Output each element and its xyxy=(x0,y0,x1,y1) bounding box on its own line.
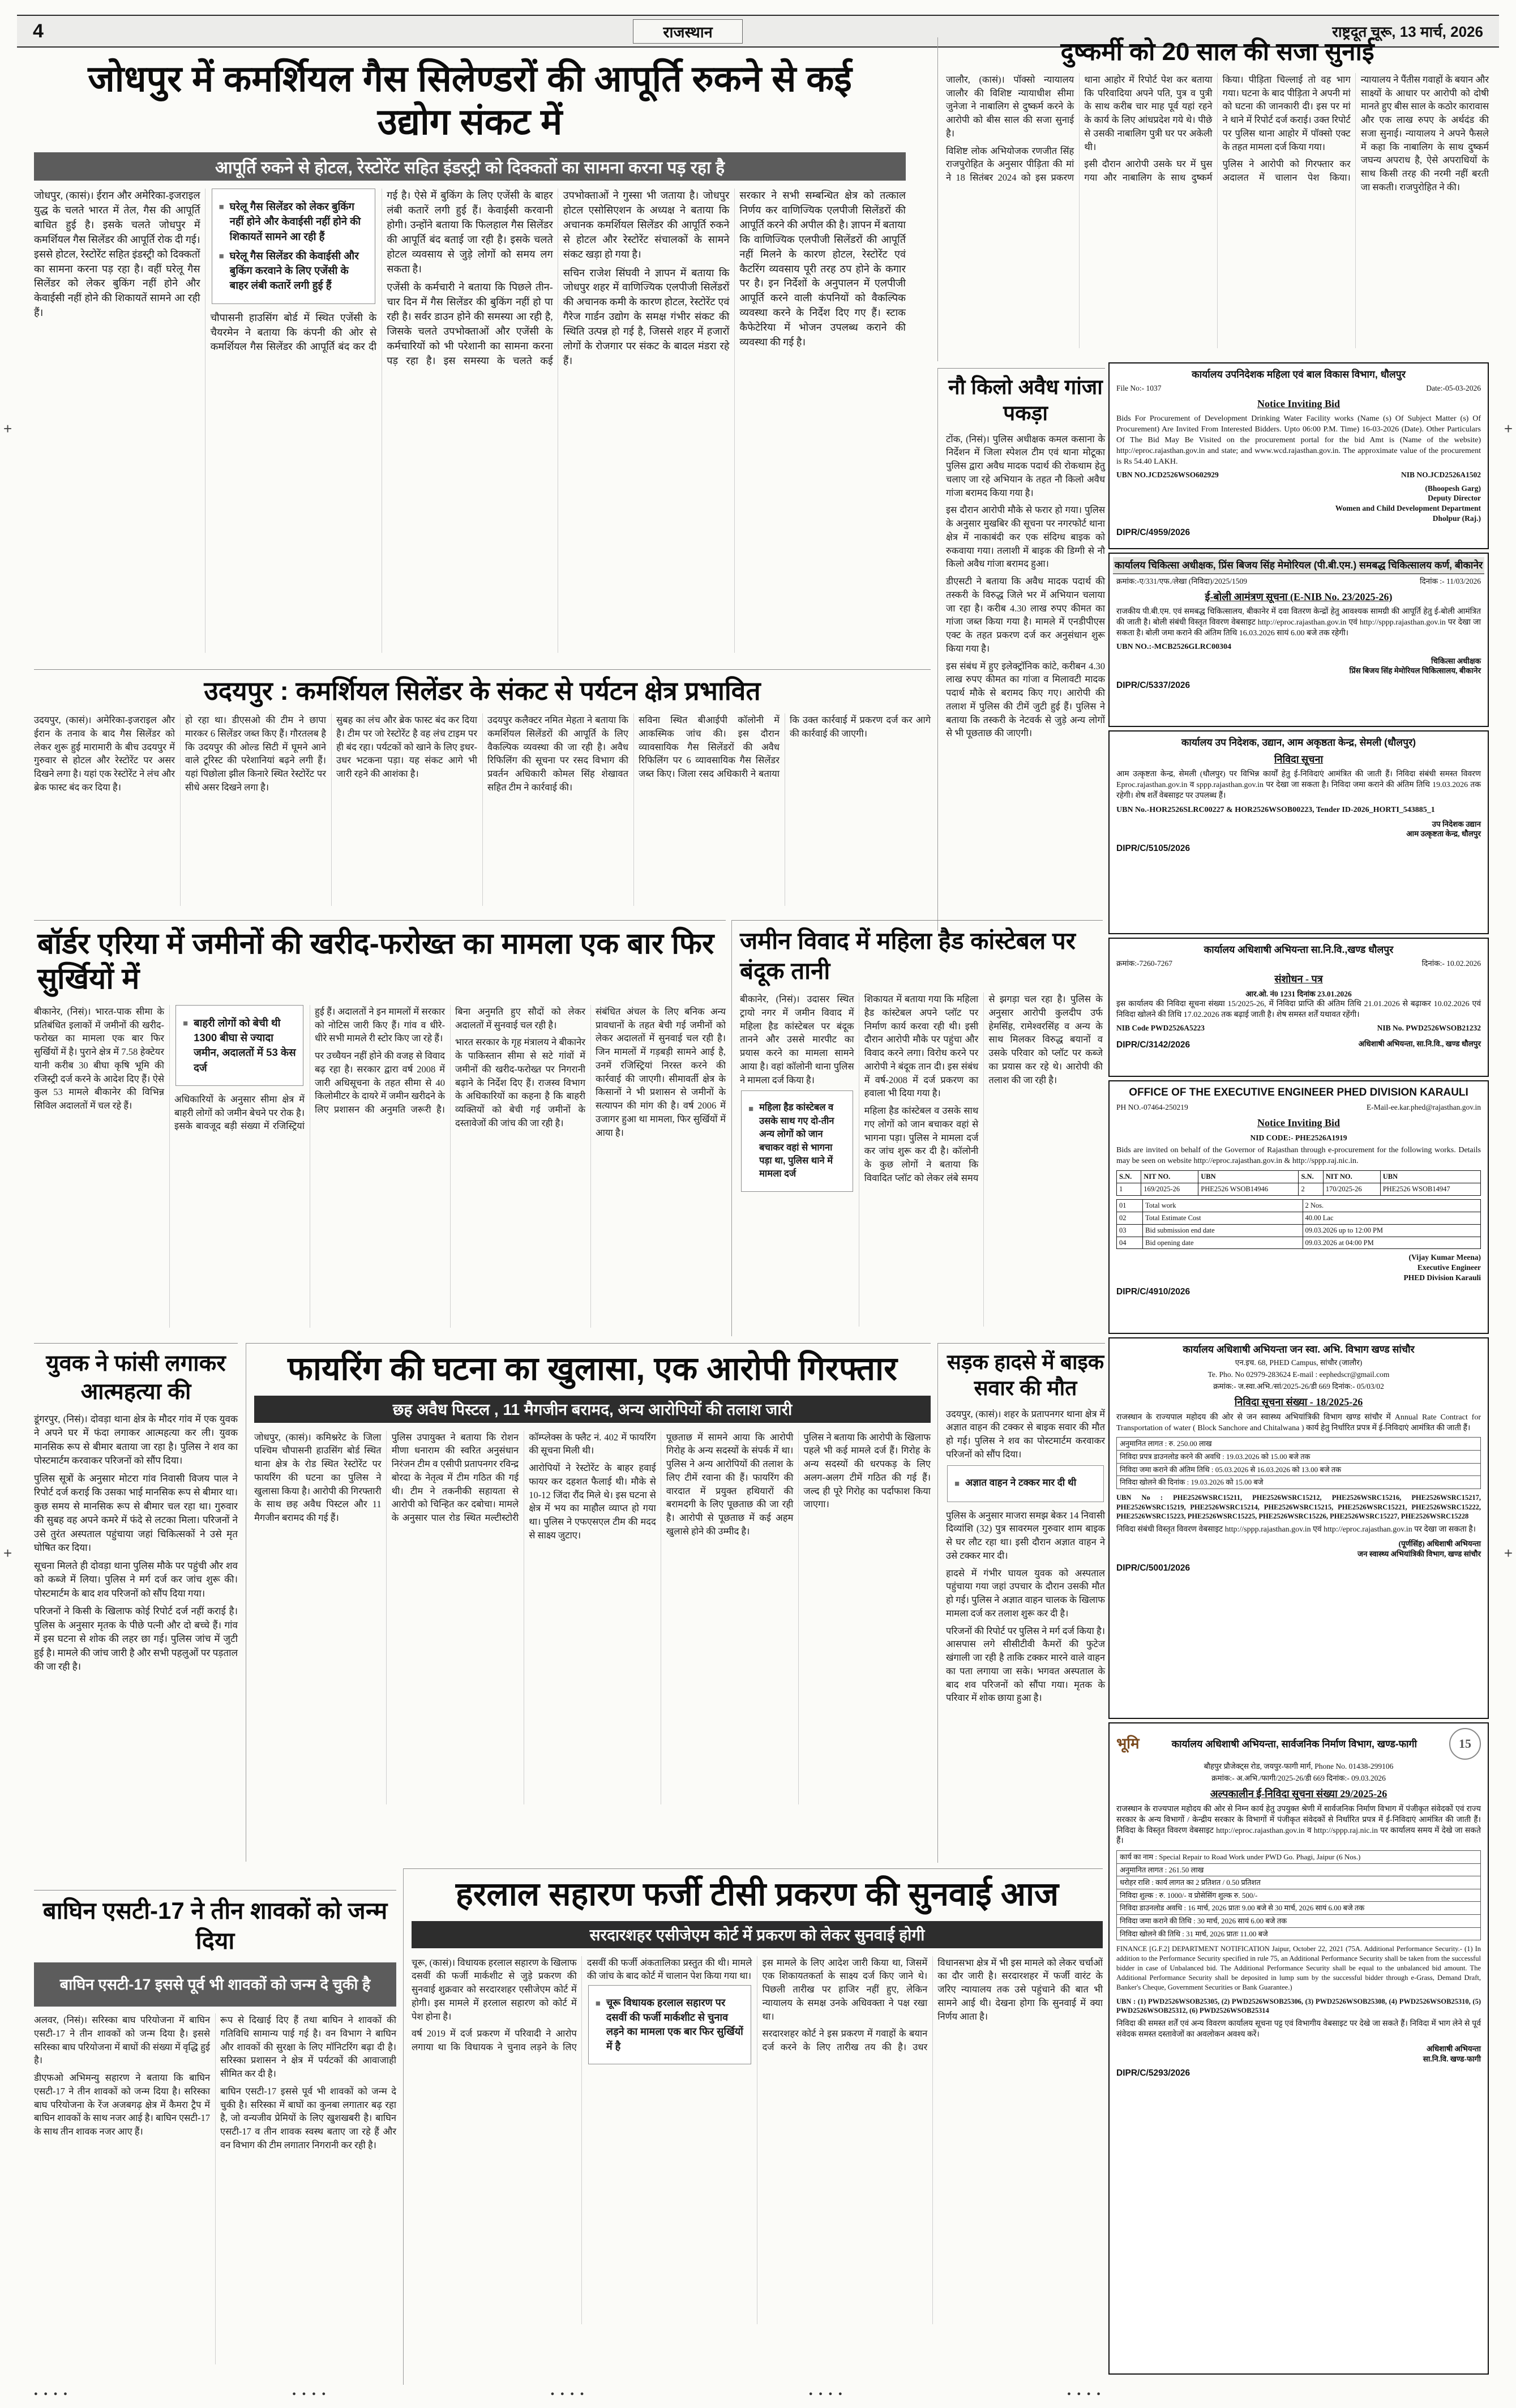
notice-refline: क्रमांक:- ज.स्वा.अभि./सां/2025-26/डी 669 दिनांक:- 05/03/02 xyxy=(1213,1382,1384,1391)
paragraph: पुलिस के अनुसार माजरा समझ बेकर 14 निवासी दिव्यांशि (32) पुत्र सावरमल गुरुवार शाम बाइक से घर लौट रहा था। इसी दौरान अज्ञात वाहन ने उसे टक्कर मार दी। xyxy=(946,1509,1105,1561)
body-text xyxy=(763,1956,1103,2065)
table-row xyxy=(1117,1224,1481,1237)
article-body xyxy=(34,2013,396,2364)
headline: फायरिंग की घटना का खुलासा, एक आरोपी गिरफ्तार xyxy=(288,1350,897,1387)
article-body xyxy=(740,993,1103,1327)
body-text xyxy=(740,993,854,1087)
paragraph: डीएसटी ने बताया कि अवैध मादक पदार्थ की तस्करी के विरुद्ध जिले भर में अभियान चलाया जा रहा है। करीब 4.30 लाख रुपए कीमत का गांजा जब्त किया गया है। मामले में एनडीपीएस एक्ट के तहत प्रकरण दर्ज कर अनुसंधान शुरू किया गया है। xyxy=(946,576,1105,654)
article-body xyxy=(946,73,1489,348)
highlight-item xyxy=(219,249,369,293)
ubn-number: UBN NO.JCD2526WSO602929 xyxy=(1116,470,1219,479)
paragraph: अलवर, (निसं)। सरिस्का बाघ परियोजना में बाघिन एसटी-17 ने तीन शावकों को जन्म दिया है। इससे सरिस्का बाघ परियोजना में बाघों की संख्या में वृद्धि हुई है। xyxy=(34,2014,210,2066)
paragraph: निविदा जमा कराने की अंतिम तिथि : 05.03.2026 से 16.03.2026 को 13.00 बजे तक xyxy=(1116,1463,1481,1477)
paragraph: निविदा शुल्क : रु. 1000/- व प्रोसेसिंग शुल्क रु. 500/- xyxy=(1116,1889,1481,1902)
table-cell: 02 xyxy=(1117,1212,1143,1224)
headline: दुष्कर्मी को 20 साल की सजा सुनाई xyxy=(1060,38,1374,66)
headline: हरलाल सहारण फर्जी टीसी प्रकरण की सुनवाई आज xyxy=(455,1876,1059,1913)
notice-date: Date:-05-03-2026 xyxy=(1426,383,1481,392)
body-text xyxy=(34,713,931,794)
dipr-number: DIPR/C/5337/2026 xyxy=(1116,680,1190,690)
headline: युवक ने फांसी लगाकर आत्महत्या की xyxy=(46,1351,226,1404)
article-baghin-st17 xyxy=(34,1890,396,2384)
crop-mark: + xyxy=(3,420,12,437)
paragraph: निविदा खोलने की दिनांक : 19.03.2026 को 15.00 बजे xyxy=(1116,1475,1481,1489)
square-bullet-icon: ■ xyxy=(595,1999,601,2009)
signatory-dept: जन स्वास्थ्य अभियांत्रिकी विभाग, खण्ड सांचौर xyxy=(1357,1549,1481,1558)
notice-title: ई-बोली आमंत्रण सूचना (E-NIB No. 23/2025-26) xyxy=(1205,591,1393,602)
table-row xyxy=(1117,1183,1481,1196)
paragraph: डूंगरपुर, (निसं)। दोवड़ा थाना क्षेत्र के मौदर गांव में एक युवक ने अपने घर में फंदा लगाकर आत्महत्या कर ली। युवक मानसिक रूप से बीमार बताया जा रहा है। पुलिस ने शव का पोस्टमार्टम करवाकर परिजनों को सौंप दिया। xyxy=(34,1414,238,1466)
nib-number: NIB No. PWD2526WSOB21232 xyxy=(1377,1024,1481,1033)
body-text xyxy=(946,1408,1105,1461)
notice-logo-row xyxy=(1116,1728,1481,1760)
square-bullet-icon: ■ xyxy=(219,202,224,212)
notice-phed-karauli xyxy=(1108,1080,1489,1334)
table-cell: PHE2526 WSOB14947 xyxy=(1380,1183,1480,1196)
subheadline-box: बाघिन एसटी-17 इससे पूर्व भी शावकों को जन्म दे चुकी है xyxy=(34,1962,396,2007)
headline: जमीन विवाद में महिला हैड कांस्टेबल पर बंदूक तानी xyxy=(740,927,1076,984)
article-body xyxy=(946,1408,1105,1849)
table-row xyxy=(1117,1237,1481,1249)
table-cell: 04 xyxy=(1117,1237,1143,1249)
notice-refline xyxy=(1116,1102,1481,1113)
article-body xyxy=(34,713,931,906)
article-body xyxy=(946,433,1105,914)
highlight-box xyxy=(212,189,376,304)
table-cell: 2 xyxy=(1299,1183,1323,1196)
notice-header: कार्यालय अधिशाषी अभियन्ता, सार्वजनिक निर्माण विभाग, खण्ड-फागी xyxy=(1171,1738,1417,1750)
notice-body: Bids are invited on behalf of the Governor of Rajasthan through e-procurement for the following works. Details may be seen on website http://eproc.rajasthan.gov.in & http://sppp.raj.nic.in. xyxy=(1116,1146,1481,1166)
paragraph: डीएफओ अभिमन्यु सहारण ने बताया कि बाघिन एसटी-17 ने तीन शावकों को जन्म दिया है। सरिस्का बाघ परियोजना के रेंज अजबगढ़ क्षेत्र में कैमरा ट्रैप में बाघिन शावकों के साथ नजर आई है। बाघिन एसटी-17 के साथ तीन शावक नजर आए हैं। xyxy=(34,2072,210,2137)
notice-pwd-dholpur-amendment xyxy=(1108,938,1489,1077)
finance-notification: FINANCE [G.F.2] DEPARTMENT NOTIFICATION Jaipur, October 22, 2021 (75A. Additional Performance Security.- (1) In addition to the Performance Security specified in rule 75, an Additional Performance Security shall be taken from the successful bidder in case of Unbalanced bid. The Additional Performance Security shall be equal to the unbalanced bid amount. The Additional Performance Security shall be deposited in lump sum by the successful bidder through e-Grass, Demand Draft, Banker's Cheque, Government Securities or Bank Guarantee.) xyxy=(1116,1945,1481,1991)
paragraph: अनुमानित लागत : 261.50 लाख xyxy=(1116,1863,1481,1877)
dipr-number: DIPR/C/5001/2026 xyxy=(1116,1563,1190,1573)
paragraph: भारत सरकार के गृह मंत्रालय ने बीकानेर के पाकिस्तान सीमा से सटे गांवों में जमीनों की खरीद-फरोख्त पर निगरानी बढ़ाने के निर्देश दिए हैं। राजस्व विभाग के अधिकारियों का कहना है कि बाहरी व्यक्तियों को बेची गई जमीनों के दस्तावेजों की जांच की जा रही है। xyxy=(455,1037,585,1128)
nid-code: NID CODE:- PHE2526A1919 xyxy=(1250,1134,1347,1143)
dipr-number: DIPR/C/4959/2026 xyxy=(1116,528,1190,538)
notice-phed-sanchore xyxy=(1108,1337,1489,1719)
article-dushkarmi-saja xyxy=(937,37,1489,361)
paragraph: सरकार ने सभी सम्बन्धित क्षेत्र को तत्काल निर्णय कर वाणिज्यिक एलपीजी सिलेंडरों की आपूर्ति करने की अपील की है। ज्ञापन में बताया कि वाणिज्यिक एलपीजी सिलेंडरों की आपूर्ति नहीं मिलने के कारण होटल, रेस्टोरेंट एवं कैटरिंग व्यवसाय पूरी तरह ठप होने के कगार पर है। इन निर्देशों के अनुपालन में एलपीजी आपूर्ति करने वाली कंपनियों को वैकल्पिक व्यवस्था करने के निर्देश दिए गए हैं। स्टाक कैफेटेरिया में भोजन उपलब्ध कराने की व्यवस्था की गई है। xyxy=(739,190,906,348)
table-cell: 2 Nos. xyxy=(1303,1199,1480,1212)
column-header: S.N. xyxy=(1117,1171,1141,1183)
article-body xyxy=(254,1431,931,1804)
paragraph: वर्ष 2019 में दर्ज प्रकरण में परिवादी ने आरोप लगाया था कि विधायक ने चुनाव लड़ने के लिए दसवीं की फर्जी अंकतालिका प्रस्तुत की थी। मामले की जांच के बाद कोर्ट में चालान पेश किया गया था। xyxy=(412,1957,752,2053)
highlight-text: चूरू विधायक हरलाल सहारण पर दसवीं की फर्जी मार्कशीट से चुनाव लड़ने का मामला एक बार फिर सुर्खियों में है xyxy=(606,1997,743,2052)
paragraph: बीकानेर, (निसं)। उदासर स्थित ट्रायो नगर में जमीन विवाद में महिला हैड कांस्टेबल पर बंदूक तानने और उससे मारपीट का प्रयास करने का मामला सामने आया है। वहां कॉलोनी थाना पुलिस ने मामला दर्ज किया है। xyxy=(740,994,854,1085)
signatory-dept: आम उत्कृष्टता केन्द्र, धौलपुर xyxy=(1406,829,1481,839)
crop-mark: + xyxy=(1504,420,1513,437)
article-body xyxy=(34,1005,726,1328)
signatory-title: अधिशाषी अभियन्ता xyxy=(1358,1040,1413,1049)
nib-code: NIB Code PWD2526A5223 xyxy=(1116,1024,1205,1033)
article-ganja-pakda xyxy=(937,368,1105,931)
bid-table xyxy=(1116,1170,1481,1196)
highlight-box xyxy=(175,1005,303,1086)
notice-address: एन.इच. 68, PHED Campus, सांचौर (जालौर) xyxy=(1235,1358,1363,1367)
square-bullet-icon: ■ xyxy=(748,1104,754,1114)
notice-note: निविदा संबंधी विस्तृत विवरण वेबसाइट http://sppp.rajasthan.gov.in एवं http://eproc.rajasthan.gov.in पर देखा जा सकता है। xyxy=(1116,1525,1476,1534)
signatory-name: (Vijay Kumar Meena) xyxy=(1408,1253,1481,1262)
headline: नौ किलो अवैध गांजा पकड़ा xyxy=(948,375,1103,425)
signatory-dept: सा.नि.वि., खण्ड धौलपुर xyxy=(1416,1040,1481,1049)
paragraph: पुलिस ने बताया कि आरोपी के खिलाफ पहले भी कई मामले दर्ज हैं। गिरोह के अन्य सदस्यों की धरपकड़ के लिए अलग-अलग टीमें गठित की गई हैं। जल्द ही पूरे गिरोह का पर्दाफाश किया जाएगा। xyxy=(803,1431,931,1510)
ubn-number: UBN NO.:-MCB2526GLRC00304 xyxy=(1116,642,1231,651)
paragraph: निविदा डाउनलोड अवधि : 16 मार्च, 2026 प्रातः 9.00 बजे से 30 मार्च, 2026 सायं 6.00 बजे तक xyxy=(1116,1901,1481,1915)
signature-block xyxy=(1116,819,1481,839)
headline: जोधपुर में कमर्शियल गैस सिलेण्डरों की आपूर्ति रुकने से कई उद्योग संकट में xyxy=(88,58,852,142)
dot-group: ● ● ● ● xyxy=(550,2390,586,2397)
table-cell: 03 xyxy=(1117,1224,1143,1237)
headline: उदयपुर : कमर्शियल सिलेंडर के संकट से पर्यटन क्षेत्र प्रभावित xyxy=(204,676,761,705)
highlight-box xyxy=(947,1465,1104,1502)
notice-header: कार्यालय अधिशाषी अभियन्ता जन स्वा. अभि. विभाग खण्ड सांचौर xyxy=(1183,1344,1415,1355)
bid-detail-table xyxy=(1116,1199,1481,1250)
notice-pbm-bikaner xyxy=(1108,553,1489,727)
body-text xyxy=(946,433,1105,741)
notice-body: Bids For Procurement of Development Drinking Water Facility works (Name (s) Of Subject Matter (s) Of Procurement) Are Invited From Interested Bidders. Upto 06:00 P.M. Time) 16-03-2026 (Date). Other Particulars Of The Bid May Be Visited on the procurement portal for the bid Amt is (Name of the website) http://eproc.rajasthan.gov.in and state; and www.wcd.rajasthan.gov.in. The approximate value of the procurement is Rs 54.40 LAKH. xyxy=(1116,414,1481,466)
signatory-title: चिकित्सा अधीक्षक xyxy=(1431,656,1481,665)
table-cell: 170/2025-26 xyxy=(1323,1183,1380,1196)
paragraph: परिजनों ने किसी के खिलाफ कोई रिपोर्ट दर्ज नहीं कराई है। पुलिस के अनुसार मृतक के पीछे पत्नी और दो बच्चे हैं। गांव में इस घटना से शोक की लहर छा गई। पुलिस जांच में जुटी हुई है। मामले की जांच जारी है और सभी पहलुओं पर पड़ताल की जा रही है। xyxy=(34,1606,238,1672)
signatory-place: Dholpur (Raj.) xyxy=(1432,514,1481,523)
paragraph: चौपासनी हाउसिंग बोर्ड में स्थित एजेंसी के चैयरमेन ने बताया कि कंपनी की ओर से कमर्शियल गैस सिलेंडर की आपूर्ति बंद कर दी गई है। ऐसे में बुकिंग के लिए एजेंसी के बाहर लंबी कतारें लगी हुई हैं। केवाईसी करवानी होगी। उन्होंने बताया कि फिलहाल गैस सिलेंडर की आपूर्ति बंद बताई जा रही है। इसके चलते होटल व्यवसाय से जुड़े लोगों को समय लग सकता है। xyxy=(210,190,553,353)
dot-group: ● ● ● ● xyxy=(808,2390,845,2397)
paragraph: बाघिन एसटी-17 इससे पूर्व भी शावकों को जन्म दे चुकी है। सरिस्का में बाघों का कुनबा लगातार बढ़ रहा है, जो वन्यजीव प्रेमियों के लिए खुशखबरी है। बाघिन एसटी-17 व तीन शावक स्वस्थ बताए जा रहे हैं और वन विभाग की टीम लगातार निगरानी कर रही है। xyxy=(220,2085,396,2150)
dipr-number: DIPR/C/3142/2026 xyxy=(1116,1040,1190,1050)
table-cell: 09.03.2026 up to 12:00 PM xyxy=(1303,1224,1480,1237)
article-body xyxy=(34,189,906,653)
table-cell: Bid opening date xyxy=(1143,1237,1303,1249)
headline: सड़क हादसे में बाइक सवार की मौत xyxy=(947,1350,1104,1400)
paragraph: अनुमानित लागत : रु. 250.00 लाख xyxy=(1116,1437,1481,1451)
paragraph: सविना स्थित बीआईपी कॉलोनी में आकस्मिक जांच की। इस दौरान व्यावसायिक गैस सिलेंडरों की अवैध रिफिलिंग पर 6 व्यावसायिक गैस सिलेंडर जब्त किए। जिला रसद अधिकारी ने बताया कि उक्त कार्रवाई में प्रकरण दर्ज कर आगे की कार्रवाई की जाएगी। xyxy=(639,715,931,780)
crop-mark: + xyxy=(1504,1545,1513,1562)
dot-group: ● ● ● ● xyxy=(34,2390,70,2397)
headline: बॉर्डर एरिया में जमीनों की खरीद-फरोख्त का मामला एक बार फिर सुर्खियों में xyxy=(37,927,714,996)
article-harlal-tc xyxy=(403,1868,1103,2385)
signature-block xyxy=(1116,1539,1481,1559)
highlight-text: अज्ञात वाहन ने टक्कर मार दी थी xyxy=(965,1477,1077,1488)
article-udaipur-cylinder xyxy=(34,669,931,916)
table-row xyxy=(1117,1199,1481,1212)
notice-body: राजकीय पी.बी.एम. एवं समबद्ध चिकित्सालय, बीकानेर में दवा वितरण केन्द्रों हेतु आवश्यक सामग्री की आपूर्ति हेतु ई-बोली आमंत्रित की जाती है। बोली संबंधी विस्तृत विवरण वेबसाइट http://eproc.rajasthan.gov.in एवं http://sppp.rajasthan.gov.in पर देखा जा सकता है। बोली जमा कराने की अंतिम तिथि 16.03.2026 सायं 6.00 बजे तक रहेगी। xyxy=(1116,608,1481,638)
signatory-dept: Women and Child Development Department xyxy=(1335,504,1481,513)
column-header: UBN xyxy=(1198,1171,1299,1183)
paragraph: एजेंसी के कर्मचारी ने बताया कि पिछले तीन-चार दिन में गैस सिलेंडर की बुकिंग नहीं हो पा रही है। सर्वर डाउन होने की समस्या आ रही है, जिसके चलते उपभोक्ताओं और एजेंसी के कर्मचारियों को भी परेशानी का सामना करना पड़ रहा है। इस समस्या के चलते कई उपभोक्ताओं ने गुस्सा भी जताया है। जोधपुर होटल एसोसिएशन के अध्यक्ष ने बताया कि अचानक कमर्शियल सिलेंडर की आपूर्ति रुकने से होटल और रेस्टोरेंट संचालकों के सामने संकट खड़ा हो गया है। xyxy=(387,190,730,366)
paragraph: उदयपुर, (कासं)। शहर के प्रतापनगर थाना क्षेत्र में अज्ञात वाहन की टक्कर से बाइक सवार की मौत हो गई। पुलिस ने शव का पोस्टमार्टम करवाकर परिजनों को सौंप दिया। xyxy=(946,1408,1105,1460)
dipr-number: DIPR/C/5105/2026 xyxy=(1116,843,1190,853)
paragraph: निविदा प्रपत्र डाउनलोड करने की अवधि : 19.03.2026 को 15.00 बजे तक xyxy=(1116,1450,1481,1464)
paragraph: उदयपुर, (कासं)। अमेरिका-इजराइल और ईरान के तनाव के बाद गैस सिलेंडर को लेकर शुरू हुई मारामारी के बीच उदयपुर में गुरुवार से होटल और रेस्टोरेंट पर असर दिखने लगा है। यहां एक रेस्टोरेंट ने लंच और ब्रेक फास्ट बंद कर दिया है। xyxy=(34,715,175,793)
notice-title: संशोधन - पत्र xyxy=(1274,973,1323,985)
article-jameen-vivad xyxy=(731,920,1103,1336)
paragraph: पूछताछ में सामने आया कि आरोपी गिरोह के अन्य सदस्यों के संपर्क में था। पुलिस ने अन्य आरोपियों की तलाश के लिए टीमें रवाना की हैं। फायरिंग की वारदात में प्रयुक्त हथियारों की बरामदगी के लिए पूछताछ की जा रही है। आरोपी से पूछताछ में कई अहम खुलासे होने की उम्मीद है। xyxy=(666,1431,794,1537)
notice-ids xyxy=(1116,470,1481,480)
paragraph: पुलिस उपायुक्त ने बताया कि रोशन मीणा धनाराम की स्वरित अनुसंधान निरंजन टीम व एसीपी प्रतापनगर रविन्द्र बोरदा के नेतृत्व में टीम गठित की गई थी। टीम ने तकनीकी सहायता से आरोपी को चिन्हित कर दबोचा। मामले के अनुसार पाल रोड स्थित मल्टीस्टोरी कॉम्प्लेक्स के फ्लैट नं. 402 में फायरिंग की सूचना मिली थी। xyxy=(391,1431,656,1524)
crop-mark: + xyxy=(3,1545,12,1562)
body-text xyxy=(254,1431,931,1542)
paragraph: उदयपुर कलैक्टर नमित मेहता ने बताया कि कमर्शियल सिलेंडरों की आपूर्ति के लिए वैकल्पिक व्यवस्था की जा रही है। अवैध रिफिलिंग की सूचना पर रसद विभाग की प्रवर्तन अधिकारी कोमल सिंह शेखावत सहित टीम ने कार्रवाई की। xyxy=(487,715,628,793)
ubn-number: UBN No.-HOR2526SLRC00227 & HOR2526WSOB00223, Tender ID-2026_HORTI_543885_1 xyxy=(1116,805,1435,814)
paragraph: इस मामले के लिए आदेश जारी किया था, जिसमें एक शिकायतकर्ता के साक्ष्य दर्ज किए जाने थे। पिछली तारीख पर हाजिर नहीं हुए, लेकिन न्यायालय के समक्ष उनके अधिवक्ता ने पक्ष रखा था। xyxy=(762,1957,928,2022)
paragraph: रूप से दिखाई दिए हैं तथा बाघिन ने शावकों की गतिविधि सामान्य पाई गई है। वन विभाग ने बाघिन और शावकों की सुरक्षा के लिए मॉनिटरिंग बढ़ा दी है। सरिस्का प्रशासन ने क्षेत्र में पर्यटकों की आवाजाही सीमित कर दी है। xyxy=(220,2014,396,2079)
article-sadak-hadsa xyxy=(937,1343,1105,1863)
ubn-list: UBN : (1) PWD2526WSOB25305, (2) PWD2526WSOB25306, (3) PWD2526WSOB25308, (4) PWD2526WSOB25310, (5) PWD2526WSOB25312, (6) PWD2526WSOB25314 xyxy=(1116,1997,1481,2015)
notice-title: अल्पकालीन ई-निविदा सूचना संख्या 29/2025-26 xyxy=(1210,1788,1387,1800)
notice-title: निविदा सूचना xyxy=(1274,753,1324,765)
notice-footer xyxy=(1116,1036,1481,1051)
notice-body: आम उत्कृष्टता केन्द्र, सेमली (धौलपुर) पर विभिन्न कार्यों हेतु ई-निविदाएं आमंत्रित की जाती हैं। निविदा संबंधी समस्त विवरण Eproc.rajasthan.gov.in व sppp.rajasthan.gov.in पर देखा जा सकता है। निविदा जमा कराने की अंतिम तिथि 19.03.2026 तक रहेगी। शेष शर्तें वेबसाइट पर उपलब्ध हैं। xyxy=(1116,770,1481,800)
notice-header: OFFICE OF THE EXECUTIVE ENGINEER PHED DIVISION KARAULI xyxy=(1129,1087,1468,1098)
table-cell: Total work xyxy=(1143,1199,1303,1212)
paragraph: हो रहा था। डीएसओ की टीम ने छापा मारकर 6 सिलेंडर जब्त किए हैं। गौरतलब है कि उदयपुर की ओल्ड सिटी में घूमने आने वाले टूरिस्ट की परेशानियां बढ़ने लगी हैं। यहां पिछोला झील किनारे स्थित रेस्टोरेंट पर सीधे असर दिखने लगा है। xyxy=(185,715,326,793)
column-header: NIT NO. xyxy=(1141,1171,1198,1183)
paragraph: महिला हैड कांस्टेबल व उसके साथ गए लोगों को जान बचाकर वहां से भागना पड़ा। पुलिस ने मामला दर्ज कर जांच शुरू कर दी है। कॉलोनी के कुछ लोगों ने बताया कि विवादित प्लॉट को लेकर लंबे समय से झगड़ा चल रहा है। पुलिस के अनुसार आरोपी कुलदीप उर्फ हेमसिंह, रामेश्वरसिंह व अन्य के साथ मिलकर विरुद्ध बयानों व उसके परिवार को प्लॉट पर कब्जे का प्रयास कर रहे थे। आरोपी की तलाश की जा रही है। xyxy=(864,994,1103,1183)
dipr-number: DIPR/C/5293/2026 xyxy=(1116,2068,1190,2078)
notice-header: कार्यालय उप निदेशक, उद्यान, आम अकृष्ठता केन्द्र, सेमली (धौलपुर) xyxy=(1181,737,1416,748)
article-body xyxy=(412,1956,1103,2324)
paragraph: जालौर, (कासं)। पॉक्सो न्यायालय जालौर की विशिष्ट न्यायाधीश सीमा जुनेजा ने नाबालिग से दुष्कर्म करने के आरोपी को बीस साल की सजा सुनाई है। xyxy=(946,74,1074,139)
dot-group: ● ● ● ● xyxy=(292,2390,328,2397)
paragraph: शिकायत में बताया गया कि महिला हैड कांस्टेबल अपने प्लॉट पर निर्माण कार्य करवा रही थी। इसी दौरान आरोपी मौके पर पहुंचा और विवाद करने लगा। विरोध करने पर आरोपी ने बंदूक तान दी। इस संबंध में वर्ष-2008 में दर्ज प्रकरण का हवाला भी दिया गया है। xyxy=(864,994,979,1099)
paragraph: इस दौरान आरोपी मौके से फरार हो गया। पुलिस के अनुसार मुखबिर की सूचना पर नगरफोर्ट थाना क्षेत्र में नाकाबंदी कर एक संदिग्ध बाइक को रुकवाया गया। तलाशी में बाइक की डिग्गी से नौ किलो अवैध गांजा बरामद हुआ। xyxy=(946,504,1105,570)
anniversary-15-logo: 15 xyxy=(1449,1728,1481,1760)
paragraph: हादसे में गंभीर घायल युवक को अस्पताल पहुंचाया गया जहां उपचार के दौरान उसकी मौत हो गई। पुलिस ने अज्ञात वाहन चालक के खिलाफ मामला दर्ज कर तलाश शुरू कर दी है। xyxy=(946,1567,1105,1619)
notice-pwd-phagi xyxy=(1108,1722,1489,2375)
notice-body: इस कार्यालय की निविदा सूचना संख्या 15/2025-26, में निविदा प्राप्ति की अंतिम तिथि 21.01.2026 से बढ़ाकर 10.02.2026 एवं निविदा खोलने की तिथि 17.02.2026 तक बढ़ाई जाती है। शेष समस्त शर्तें यथावत रहेंगी। xyxy=(1116,1000,1481,1020)
table-row xyxy=(1117,1212,1481,1224)
notice-refline xyxy=(1116,576,1481,587)
paragraph: सूचना मिलते ही दोवड़ा थाना पुलिस मौके पर पहुंची और शव को कब्जे में लिया। पुलिस ने मर्ग दर्ज कर जांच शुरू की। पोस्टमार्टम के बाद शव परिजनों को सौंप दिया गया। xyxy=(34,1560,238,1599)
notice-semli-horticulture xyxy=(1108,730,1489,934)
bid-detail-rows xyxy=(1116,1437,1481,1489)
column-header: NIT NO. xyxy=(1323,1171,1380,1183)
nib-number: NIB NO.JCD2526A1502 xyxy=(1401,470,1481,479)
notice-note: निविदा की समस्त शर्तें एवं अन्य विवरण कार्यालय सूचना पट्ट एवं विभागीय वेबसाइट पर देखे जा सकते हैं। निविदा में भाग लेने से पूर्व संवेदक समस्त दस्तावेजों का अवलोकन अवश्य करें। xyxy=(1116,2020,1481,2039)
article-yuvak-suicide xyxy=(34,1343,238,1881)
paragraph: इसी दौरान आरोपी उसके घर में घुस गया और नाबालिग के साथ दुष्कर्म किया। पीड़िता चिल्लाई तो वह भाग गया। घटना के बाद पीड़िता ने अपनी मां को घटना की जानकारी दी। इस पर मां ने थाने में रिपोर्ट दर्ज कराई। उक्त रिपोर्ट पर पुलिस थाना आहोर में पॉक्सो एक्ट के तहत मामला दर्ज किया गया। xyxy=(1084,74,1351,183)
file-number: File No:- 1037 xyxy=(1116,383,1162,392)
paragraph: संबंधित अंचल के लिए बनिक अन्य प्रावधानों के तहत बेची गई जमीनों को लेकर अदालतों में सुनवाई चल रही है। जिन मामलों में गड़बड़ी सामने आई है, उनमें रजिस्ट्रियां निरस्त करने की कार्रवाई की जाएगी। सीमावर्ती क्षेत्र के किसानों ने भी प्रशासन से जमीनों के सत्यापन की मांग की है। वर्ष 2006 में उजागर हुआ था मामला, फिर सुर्खियों में आया है। xyxy=(596,1006,726,1138)
highlight-box xyxy=(588,1985,751,2064)
square-bullet-icon: ■ xyxy=(183,1018,189,1028)
paragraph: पुलिस सूत्रों के अनुसार मोटरा गांव निवासी विजय पाल ने रिपोर्ट दर्ज कराई कि उसका भाई मानसिक रूप से बीमार था। कुछ समय से मानसिक रूप से बीमार चल रहा था। गुरुवार की सुबह वह अपने कमरे में फंदे से लटका मिला। परिजनों ने उसे तुरंत अस्पताल पहुंचाया जहां चिकित्सकों ने उसे मृत घोषित कर दिया। xyxy=(34,1473,238,1554)
bid-detail-rows xyxy=(1116,1850,1481,1940)
paragraph: निविदा जमा कराने की तिथि : 30 मार्च, 2026 सायं 6.00 बजे तक xyxy=(1116,1914,1481,1928)
table-cell: 01 xyxy=(1117,1199,1143,1212)
paragraph: सचिन राजेश सिंघवी ने ज्ञापन में बताया कि जोधपुर शहर में वाणिज्यिक एलपीजी सिलेंडरों की अचानक कमी के कारण होटल, रेस्टोरेंट एवं गैरेज गार्डन उद्योग के समक्ष गंभीर संकट की स्थिति उत्पन्न हो गई है, जिससे शहर में हजारों लोगों के रोजगार पर संकट के बादल मंडरा रहे हैं। xyxy=(563,267,730,366)
paragraph: धरोहर राशि : कार्य लागत का 2 प्रतिशत / 0.50 प्रतिशत xyxy=(1116,1876,1481,1889)
phone-number: PH NO.-07464-250219 xyxy=(1116,1102,1188,1111)
column-end-dots xyxy=(34,2390,1103,2397)
notice-date: दिनांक :- 11/03/2026 xyxy=(1419,576,1481,585)
headline: बाघिन एसटी-17 ने तीन शावकों को जन्म दिया xyxy=(42,1897,388,1954)
paragraph: चूरू, (कासं)। विधायक हरलाल सहारण के खिलाफ दसवीं की फर्जी मार्कशीट से जुड़े प्रकरण की सुनवाई शुक्रवार को सरदारशहर एसीजेएम कोर्ट में होगी। इस मामले में हरलाल सहारण को कोर्ट में पेश होना है। xyxy=(412,1957,577,2022)
highlight-text: घरेलू गैस सिलेंडर को लेकर बुकिंग नहीं होने और केवाईसी नहीं होने की शिकायतें सामने आ रही हैं xyxy=(229,200,361,242)
paragraph: पर उच्चैयन नहीं होने की वजह से विवाद बढ़ रहा है। सरकार द्वारा वर्ष 2008 में जारी अधिसूचना के तहत सीमा से 40 किलोमीटर के दायरे में जमीन खरीदने के लिए प्रशासन की अनुमति जरूरी है। बिना अनुमति हुए सौदों को लेकर अदालतों में सुनवाई चल रही है। xyxy=(315,1006,585,1115)
article-border-area-land xyxy=(34,920,726,1336)
paragraph: इस संबंध में हुए इलेक्ट्रॉनिक कांटे, करीबन 4.30 लाख रुपए कीमत का गांजा व मिलावटी मादक पदार्थ मौके से बरामद किए गए। आरोपी की तलाश में पुलिस की टीमें जुटी हुई हैं। पुलिस ने बताया कि तस्करी के नेटवर्क से जुड़े अन्य लोगों से भी पूछताछ की जाएगी। xyxy=(946,660,1105,739)
masthead-dateline: राष्ट्रदूत चूरू, 13 मार्च, 2026 xyxy=(1332,23,1483,40)
signatory-dept: सा.नि.वि. खण्ड-फागी xyxy=(1423,2054,1481,2063)
email-address: E-Mail-ee.kar.phed@rajasthan.gov.in xyxy=(1367,1102,1481,1111)
notice-header: कार्यालय उपनिदेशक महिला एवं बाल विकास विभाग, धौलपुर xyxy=(1192,369,1406,380)
body-text xyxy=(34,2013,396,2152)
body-text xyxy=(34,1413,238,1674)
signatory-title: Executive Engineer xyxy=(1417,1263,1481,1272)
paragraph: सरदारशहर कोर्ट ने इस प्रकरण में गवाहों के बयान दर्ज करने के लिए तारीख तय की है। उधर विधानसभा क्षेत्र में भी इस मामले को लेकर चर्चाओं का दौर जारी है। सरदारशहर में फर्जी वारंट के जरिए न्यायालय तक उसे पहुंचाने की बात भी सामने आई थी। देखना होगा कि सुनवाई में क्या निर्णय आता है। xyxy=(762,1957,1103,2053)
table-cell: 1 xyxy=(1117,1183,1141,1196)
dot-group: ● ● ● ● xyxy=(1067,2390,1103,2397)
table-cell: 169/2025-26 xyxy=(1141,1183,1198,1196)
signature-block xyxy=(1116,484,1481,523)
paragraph: बीकानेर, (निसं)। भारत-पाक सीमा के प्रतिबंधित इलाकों में जमीनों की खरीद-फरोख्त का मामला एक बार फिर सुर्खियों में है। पुराने क्षेत्र में 7.58 हेक्टेयर यानी करीब 30 बीघा कृषि भूमि की रजिस्ट्री दर्ज करने के आदेश दिए हैं। ऐसे कुल 53 मामले बीकानेर की विभिन्न सिविल अदालतों में चल रहे हैं। xyxy=(34,1006,164,1111)
signature-block: अधिशाषी अभियन्ता, सा.नि.वि., खण्ड धौलपुर xyxy=(1358,1040,1481,1049)
notice-address: बौहपुर प्रौजेक्ट्स रोड, जयपुर-फागी मार्ग, Phone No. 01438-299106 xyxy=(1204,1762,1394,1770)
highlight-text: बाहरी लोगों को बेची थी 1300 बीघा से ज्यादा जमीन, अदालतों में 53 केस दर्ज xyxy=(194,1016,296,1073)
table-cell: Bid submission end date xyxy=(1143,1224,1303,1237)
notice-body: राजस्थान के राज्यपाल महोदय की ओर से निम्न कार्य हेतु उपयुक्त श्रेणी में सार्वजनिक निर्माण विभाग में पंजीकृत संवेदकों एवं राज्य सरकार के अन्य विभागों / केन्द्रीय सरकार के विभागों में पंजीकृत संवेदकों से निर्धारित प्रपत्र में ई-निविदाएं आमंत्रित की जाती हैं। निविदा के विस्तृत विवरण वेबसाइट http://eproc.rajasthan.gov.in व http://sppp.raj.nic.in पर कार्यालय समय में देखे जा सकते हैं। xyxy=(1116,1804,1481,1846)
square-bullet-icon: ■ xyxy=(954,1478,960,1489)
square-bullet-icon: ■ xyxy=(219,251,224,261)
ubn-list: UBN No : PHE2526WSRC15211, PHE2526WSRC15212, PHE2526WSRC15216, PHE2526WSRC15217, PHE2526WSRC15219, PHE2526WSRC15214, PHE2526WSRC15215, PHE2526WSRC15221, PHE2526WSRC15222, PHE2526WSRC15223, PHE2526WSRC15225, PHE2526WSRC15226, PHE2526WSRC15227, PHE2526WSRC15228 xyxy=(1116,1493,1481,1521)
column-header: UBN xyxy=(1380,1171,1480,1183)
body-text xyxy=(864,993,1103,1192)
highlight-item xyxy=(183,1016,296,1075)
body-text xyxy=(946,1509,1105,1705)
notice-title: Notice Inviting Bid xyxy=(1257,1117,1340,1128)
article-firing-khulasa xyxy=(246,1343,931,1862)
paragraph: जोधपुर, (कासं)। कमिश्नरेट के जिला पश्चिम चौपासनी हाउसिंग बोर्ड स्थित थाना क्षेत्र के रोड स्थित रेस्टोरेंट पर फायरिंग की घटना का पुलिस ने खुलासा किया है। आरोपी की गिरफ्तारी के साथ छह अवैध पिस्टल और 11 मैगजीन बरामद की गई हैं। xyxy=(254,1431,382,1524)
highlight-item xyxy=(954,1476,1097,1491)
subheadline-bar: आपूर्ति रुकने से होटल, रेस्टोरेंट सहित इंडस्ट्री को दिक्कतों का सामना करना पड़ रहा है xyxy=(34,152,906,181)
section-title: राजस्थान xyxy=(633,19,742,44)
notice-body: राजस्थान के राज्यपाल महोदय की ओर से जन स्वास्थ्य अभियांत्रिकी विभाग खण्ड सांचौर में Annual Rate Contract for Transportation of water ( Block Sanchore and Chitalwana ) कार्य हेतु निर्धारित प्रपत्र में ई-निविदाएं आमंत्रित की जाती हैं। xyxy=(1116,1413,1481,1432)
notice-ids xyxy=(1116,1023,1481,1033)
notice-wcd-dholpur xyxy=(1108,362,1489,549)
notice-date: दिनांक:- 10.02.2026 xyxy=(1421,959,1481,968)
highlight-item xyxy=(219,199,369,244)
notice-refline xyxy=(1116,959,1481,969)
notice-header: कार्यालय चिकित्सा अधीक्षक, प्रिंस बिजय सिंह मेमोरियल (पी.बी.एम.) समबद्ध चिकित्सालय कर्ण, बीकानेर xyxy=(1113,557,1484,574)
subheadline-bar: छह अवैध पिस्टल , 11 मैगजीन बरामद, अन्य आरोपियों की तलाश जारी xyxy=(254,1396,931,1423)
article-body xyxy=(34,1413,238,1843)
body-text xyxy=(34,1005,164,1113)
body-text xyxy=(946,73,1489,194)
highlight-text: घरेलू गैस सिलेंडर की केवाईसी और बुकिंग करवाने के लिए एजेंसी के बाहर लंबी कतारें लगी हुई हैं xyxy=(229,249,359,292)
paragraph: कार्य का नाम : Special Repair to Road Work under PWD Go. Phagi, Jaipur (6 Nos.) xyxy=(1116,1850,1481,1864)
paragraph: आरोपियों ने रेस्टोरेंट के बाहर हवाई फायर कर दहशत फैलाई थी। मौके से 10-12 जिंदा रौंद मिले थे। इस घटना से क्षेत्र में भय का माहौल व्याप्त हो गया था। पुलिस ने एफएसएल टीम की मदद से साक्ष्य जुटाए। xyxy=(529,1462,656,1541)
paragraph: टोंक, (निसं)। पुलिस अधीक्षक कमल कसाना के निर्देशन में जिला स्पेशल टीम एवं थाना मोटूका पुलिस द्वारा अवैध मादक पदार्थ की रोकथाम हेतु चलाए जा रहे अभियान के तहत नौ किलो अवैध गांजा बरामद किया गया है। xyxy=(946,433,1105,498)
signatory-title: उप निदेशक उद्यान xyxy=(1432,819,1481,828)
signature-block xyxy=(1116,1252,1481,1282)
signature-block xyxy=(1116,656,1481,676)
column-header: S.N. xyxy=(1299,1171,1323,1183)
table-cell: PHE2526 WSOB14946 xyxy=(1198,1183,1299,1196)
notice-title: निविदा सूचना संख्या - 18/2025-26 xyxy=(1234,1396,1363,1408)
notice-refline xyxy=(1116,383,1481,394)
highlight-item xyxy=(748,1101,846,1181)
signatory-name: (Bhoopesh Garg) xyxy=(1425,484,1481,493)
page-number: 4 xyxy=(33,20,44,42)
signatory-title: Deputy Director xyxy=(1428,494,1481,503)
dipr-number: DIPR/C/4910/2026 xyxy=(1116,1287,1190,1297)
signatory-dept: प्रिंस बिजय सिंह मेमोरियल चिकित्सालय, बीकानेर xyxy=(1349,666,1481,675)
signature-block xyxy=(1116,2044,1481,2064)
signatory-name: (पूर्णसिंह) अधिशाषी अभियन्ता xyxy=(1398,1539,1481,1549)
notice-title: Notice Inviting Bid xyxy=(1257,397,1340,409)
paragraph: अधिकारियों के अनुसार सीमा क्षेत्र में बाहरी लोगों को जमीन बेचने पर रोक है। इसके बावजूद बड़ी संख्या में रजिस्ट्रियां हुई हैं। अदालतों ने इन मामलों में सरकार को नोटिस जारी किए हैं। गांव व धीरे-धीरे सभी मामले री स्टोर किए जा रहे हैं। xyxy=(174,1006,445,1132)
reference-number: क्रमांक:-7260-7267 xyxy=(1116,959,1173,968)
signatory-title: अधिशाषी अभियन्ता xyxy=(1427,2045,1481,2054)
paragraph: सुबह का लंच और ब्रेक फास्ट बंद कर दिया है। टीम पर जो रेस्टोरेंट है वह लंच टाइम पर ही बंद रहा। पर्यटकों को खाने के लिए इधर-उधर भटकना पड़ा। यह संकट आगे भी जारी रहने की आशंका है। xyxy=(336,715,477,780)
table-cell: 40.00 Lac xyxy=(1303,1212,1480,1224)
body-text xyxy=(34,189,200,320)
table-cell: Total Estimate Cost xyxy=(1143,1212,1303,1224)
table-cell: 09.03.2026 at 04:00 PM xyxy=(1303,1237,1480,1249)
highlight-item xyxy=(596,1996,744,2054)
paragraph: परिजनों की रिपोर्ट पर पुलिस ने मर्ग दर्ज किया है। आसपास लगे सीसीटीवी कैमरों की फुटेज खंगाली जा रही है ताकि टक्कर मारने वाले वाहन का पता लगाया जा सके। भगवत अस्पताल के बाद शव परिजनों को सौंपा गया। मृतक के परिवार में शोक छाया हुआ है। xyxy=(946,1625,1105,1704)
notice-refline: क्रमांक:- अ.अभि./फागी/2025-26/डी 669 दिनांक:- 09.03.2026 xyxy=(1211,1774,1386,1783)
signatory-dept: PHED Division Karauli xyxy=(1403,1273,1481,1282)
bhoomi-logo: भूमि xyxy=(1116,1735,1140,1752)
notice-contact: Te. Pho. No 02979-283624 E-mail : eephedscr@gmail.com xyxy=(1207,1370,1390,1379)
subheadline-bar: सरदारशहर एसीजेएम कोर्ट में प्रकरण को लेकर सुनवाई होगी xyxy=(412,1921,1103,1948)
paragraph: विशिष्ट लोक अभियोजक रणजीत सिंह राजपुरोहित के अनुसार पीड़िता की मां ने 18 सितंबर 2024 को इस प्रकरण थाना आहोर में रिपोर्ट पेश कर बताया कि परिवादिया अपने पति, पुत्र व पुत्री के साथ करीब चार माह पूर्व यहां रहने के कार्य के लिए आंधप्रदेश गये थे। पीछे से उसकी नाबालिग पुत्री घर पर अकेली थी। xyxy=(946,74,1213,183)
highlight-box xyxy=(741,1090,853,1192)
highlight-text: महिला हैड कांस्टेबल व उसके साथ गए दो-तीन अन्य लोगों को जान बचाकर वहां से भागना पड़ा था, पुलिस थाने में मामला दर्ज xyxy=(759,1102,834,1179)
paragraph: पुलिस ने आरोपी को गिरफ्तार कर अदालत में चालान पेश किया। न्यायालय ने पैंतीस गवाहों के बयान और साक्ष्यों के आधार पर आरोपी को दोषी मानते हुए बीस साल के कठोर कारावास और एक लाख रुपए के अर्थदंड की सजा सुनाई। न्यायालय ने अपने फैसले में कहा कि नाबालिग के साथ दुष्कर्म जघन्य अपराध है, ऐसे अपराधियों के साथ किसी तरह की नरमी नहीं बरती जा सकती। राजपुरोहित ने की। xyxy=(1222,74,1489,193)
notice-subtitle: आर.ओ. नं0 1231 दिनांक 23.01.2026 xyxy=(1245,990,1352,999)
article-jodhpur-gas xyxy=(34,55,906,666)
table-header-row xyxy=(1117,1171,1481,1183)
reference-number: क्रमांक:-ए/331/एफ./लेखा (निविदा)/2025/1509 xyxy=(1116,576,1247,585)
paragraph: निविदा खोलने की तिथि : 31 मार्च, 2026 प्रातः 11.00 बजे xyxy=(1116,1927,1481,1941)
paragraph: जोधपुर, (कासं)। ईरान और अमेरिका-इजराइल युद्ध के चलते भारत में तेल, गैस की आपूर्ति बाधित हुई है। इसके चलते जोधपुर में कमर्शियल गैस सिलेंडर की आपूर्ति रोक दी गई। इससे होटल, रेस्टोरेंट सहित इंडस्ट्री को दिक्कतों का सामना करना पड़ रहा है। वहीं घरेलू गैस सिलेंडर को लेकर बुकिंग नहीं होने और केवाईसी नहीं होने की शिकायतें सामने आ रही हैं। xyxy=(34,190,200,319)
notice-header: कार्यालय अधिशाषी अभियन्ता सा.नि.वि.,खण्ड धौलपुर xyxy=(1204,944,1394,955)
